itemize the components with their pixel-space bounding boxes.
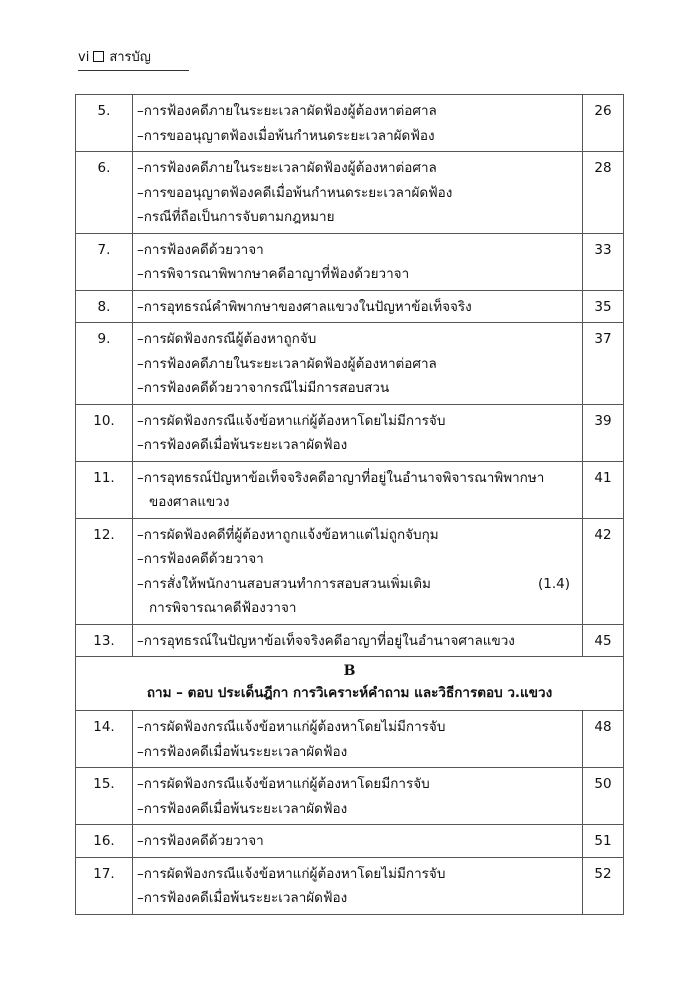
toc-row [76, 290, 624, 323]
toc-entry-line: –การฟ้องคดีด้วยวาจา [137, 833, 264, 849]
toc-row [76, 95, 624, 152]
toc-entry-number: 8. [76, 290, 133, 323]
toc-entry-line: –การฟ้องคดีภายในระยะเวลาผัดฟ้องผู้ต้องหาต่อศาล [137, 103, 437, 119]
toc-row [76, 624, 624, 657]
toc-row [76, 152, 624, 234]
toc-entry-number: 7. [76, 233, 133, 290]
toc-entry-number: 5. [76, 95, 133, 152]
toc-entry-page: 41 [583, 461, 624, 518]
toc-entry-line: –การฟ้องคดีภายในระยะเวลาผัดฟ้องผู้ต้องหาต่อศาล [137, 160, 437, 176]
toc-entry-description [133, 290, 583, 323]
toc-body [76, 95, 624, 915]
toc-entry-line: –การผัดฟ้องกรณีแจ้งข้อหาแก่ผู้ต้องหาโดยมีการจับ [137, 776, 430, 792]
toc-table [75, 94, 624, 915]
toc-entry-number: 10. [76, 404, 133, 461]
toc-entry-line: –การผัดฟ้องกรณีแจ้งข้อหาแก่ผู้ต้องหาโดยไม่มีการจับ [137, 719, 446, 735]
toc-entry-line: –การฟ้องคดีด้วยวาจา [137, 241, 264, 258]
toc-entry-line: –การฟ้องคดีเมื่อพ้นระยะเวลาผัดฟ้อง [137, 890, 348, 906]
header-rule [78, 70, 189, 71]
toc-entry-line: –การอุทธรณ์ในปัญหาข้อเท็จจริงคดีอาญาที่อยู่ในอำนาจศาลแขวง [137, 632, 515, 649]
toc-entry-line: –การผัดฟ้องกรณีแจ้งข้อหาแก่ผู้ต้องหาโดยไม่มีการจับ [137, 865, 446, 882]
toc-entry-page: 52 [583, 857, 624, 914]
toc-row [76, 404, 624, 461]
toc-row [76, 857, 624, 914]
toc-entry-page: 51 [583, 825, 624, 858]
toc-entry-line: การพิจารณาคดีฟ้องวาจา [149, 600, 297, 616]
toc-entry-page: 42 [583, 518, 624, 624]
toc-entry-line: –การอุทธรณ์คำพิพากษาของศาลแขวงในปัญหาข้อเท็จจริง [137, 298, 472, 315]
toc-entry-number: 16. [76, 825, 133, 858]
toc-entry-line: –การฟ้องคดีด้วยวาจา [137, 551, 264, 567]
section-header [76, 657, 624, 711]
toc-row [76, 768, 624, 825]
toc-entry-page: 48 [583, 711, 624, 768]
toc-entry-line: –การอุทธรณ์ปัญหาข้อเท็จจริงคดีอาญาที่อยู่ในอำนาจพิจารณาพิพากษา [137, 469, 545, 486]
toc-entry-description [133, 461, 583, 518]
toc-entry-number: 9. [76, 323, 133, 405]
toc-entry-line: –การฟ้องคดีภายในระยะเวลาผัดฟ้องผู้ต้องหาต่อศาล [137, 355, 437, 372]
toc-entry-page: 28 [583, 152, 624, 234]
toc-entry-description [133, 152, 583, 234]
toc-entry-line: –การขออนุญาตฟ้องเมื่อพ้นกำหนดระยะเวลาผัดฟ้อง [137, 127, 435, 144]
toc-entry-description [133, 404, 583, 461]
page-header [78, 50, 151, 66]
toc-entry-page: 37 [583, 323, 624, 405]
toc-entry-number: 15. [76, 768, 133, 825]
toc-row [76, 825, 624, 858]
toc-entry-page: 26 [583, 95, 624, 152]
toc-entry-page: 35 [583, 290, 624, 323]
section-letter: B [343, 663, 356, 679]
toc-entry-note: (1.4) [537, 575, 570, 592]
page-label: vi [78, 50, 90, 65]
toc-entry-line: –การผัดฟ้องกรณีแจ้งข้อหาแก่ผู้ต้องหาโดยไม่มีการจับ [137, 412, 446, 429]
section-header-row [76, 657, 624, 711]
toc-entry-description [133, 624, 583, 657]
toc-entry-line [137, 572, 578, 597]
toc-entry-line: –การฟ้องคดีเมื่อพ้นระยะเวลาผัดฟ้อง [137, 800, 348, 817]
toc-entry-number: 13. [76, 624, 133, 657]
toc-entry-page: 39 [583, 404, 624, 461]
header-title: สารบัญ [109, 50, 151, 65]
toc-entry-description [133, 95, 583, 152]
toc-entry-line: –การฟ้องคดีเมื่อพ้นระยะเวลาผัดฟ้อง [137, 743, 348, 760]
toc-entry-number: 6. [76, 152, 133, 234]
toc-entry-line: –กรณีที่ถือเป็นการจับตามกฎหมาย [137, 209, 335, 225]
toc-entry-description [133, 857, 583, 914]
toc-row [76, 233, 624, 290]
toc-entry-number: 17. [76, 857, 133, 914]
toc-entry-line: –การฟ้องคดีด้วยวาจากรณีไม่มีการสอบสวน [137, 380, 390, 396]
toc-entry-description [133, 233, 583, 290]
toc-entry-page: 50 [583, 768, 624, 825]
toc-entry-description [133, 323, 583, 405]
section-title: ถาม – ตอบ ประเด็นฎีกา การวิเคราะห์คำถาม และวิธีการตอบ ว.แขวง [146, 685, 553, 701]
toc-row [76, 711, 624, 768]
toc-entry-number: 14. [76, 711, 133, 768]
toc-entry-description [133, 825, 583, 858]
toc-entry-description [133, 768, 583, 825]
toc-row [76, 461, 624, 518]
toc-entry-line: –การขออนุญาตฟ้องคดีเมื่อพ้นกำหนดระยะเวลาผัดฟ้อง [137, 184, 453, 201]
toc-entry-page: 33 [583, 233, 624, 290]
checkbox-square-icon [93, 51, 104, 62]
toc-entry-number: 11. [76, 461, 133, 518]
toc-entry-line: –การผัดฟ้องคดีที่ผู้ต้องหาถูกแจ้งข้อหาแต่ไม่ถูกจับกุม [137, 526, 439, 543]
toc-entry-line: ของศาลแขวง [149, 494, 230, 510]
toc-entry-description [133, 518, 583, 624]
toc-entry-line: –การพิจารณาพิพากษาคดีอาญาที่ฟ้องด้วยวาจา [137, 266, 410, 282]
toc-entry-description [133, 711, 583, 768]
toc-entry-number: 12. [76, 518, 133, 624]
toc-entry-line-text: –การสั่งให้พนักงานสอบสวนทำการสอบสวนเพิ่มเติม [137, 575, 431, 592]
toc-row [76, 518, 624, 624]
toc-entry-line: –การผัดฟ้องกรณีผู้ต้องหาถูกจับ [137, 331, 317, 347]
toc-entry-page: 45 [583, 624, 624, 657]
toc-row [76, 323, 624, 405]
toc-entry-line: –การฟ้องคดีเมื่อพ้นระยะเวลาผัดฟ้อง [137, 437, 348, 453]
